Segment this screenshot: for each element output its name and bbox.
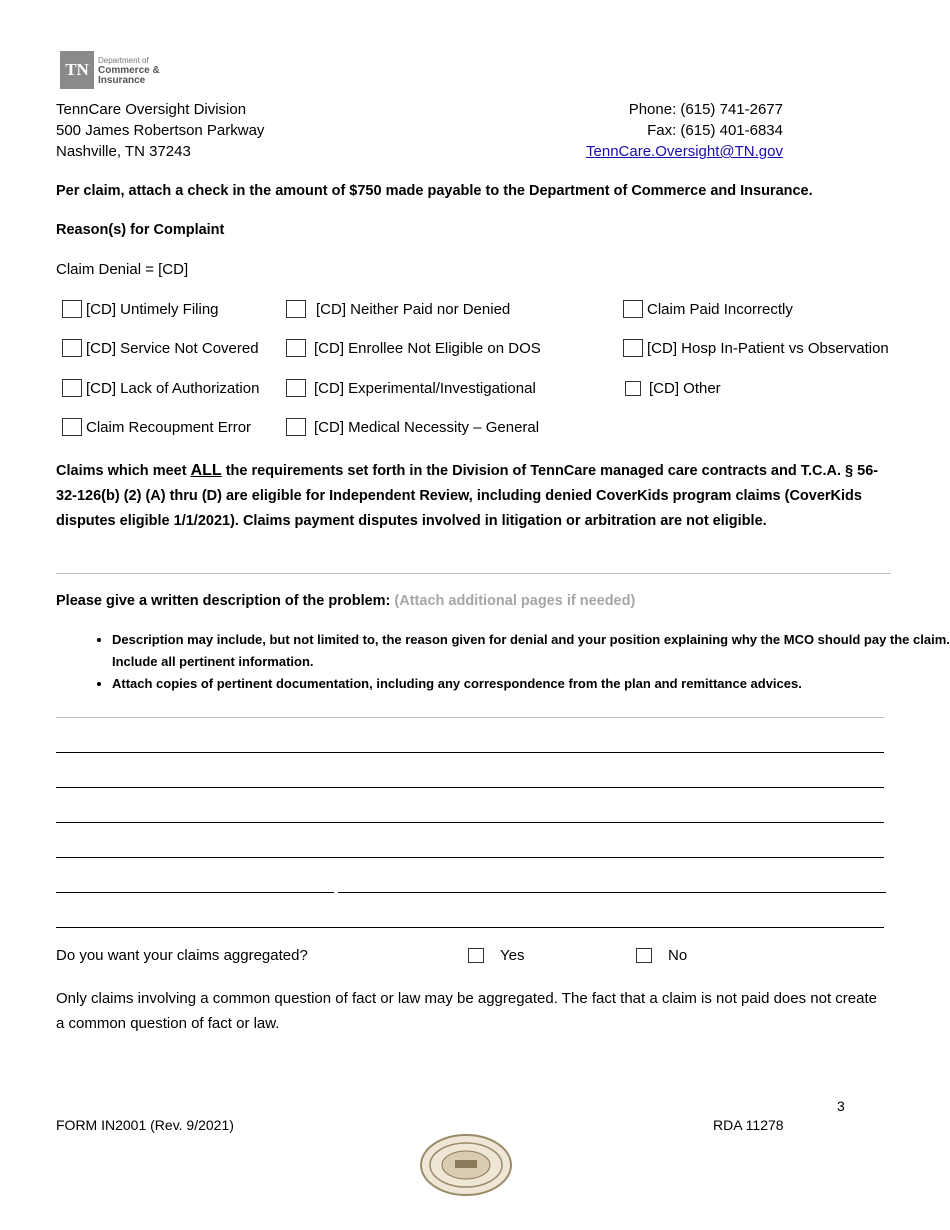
email-link[interactable]: TennCare.Oversight@TN.gov: [586, 143, 783, 160]
logo-line1: Department of: [98, 56, 149, 65]
experimental-checkbox[interactable]: [286, 379, 306, 397]
writing-line[interactable]: [56, 787, 884, 788]
address-line3: Nashville, TN 37243: [56, 143, 191, 160]
page-number: 3: [837, 1098, 845, 1114]
logo-line2: Commerce &: [98, 65, 160, 76]
option-neither-paid[interactable]: [CD] Neither Paid nor Denied: [286, 301, 510, 319]
aggregate-yes-checkbox[interactable]: [468, 948, 484, 963]
enrollee-not-eligible-checkbox[interactable]: [286, 339, 306, 357]
description-divider: [56, 717, 884, 718]
aggregate-no-checkbox[interactable]: [636, 948, 652, 963]
writing-line[interactable]: [56, 822, 884, 823]
aggregate-no-option[interactable]: No: [636, 947, 687, 964]
form-number: FORM IN2001 (Rev. 9/2021): [56, 1117, 234, 1133]
option-untimely-filing[interactable]: [CD] Untimely Filing: [62, 301, 219, 319]
lack-authorization-checkbox[interactable]: [62, 379, 82, 397]
description-hint: (Attach additional pages if needed): [394, 593, 636, 609]
writing-line[interactable]: [56, 927, 884, 928]
logo-line3: Insurance: [98, 75, 146, 86]
hosp-inpatient-checkbox[interactable]: [623, 339, 643, 357]
all-emphasis: ALL: [190, 462, 222, 479]
reasons-heading: Reason(s) for Complaint: [56, 222, 225, 238]
fax-text: Fax: (615) 401-6834: [647, 122, 783, 139]
untimely-filing-checkbox[interactable]: [62, 300, 82, 318]
bullet-item: • Description may include, but not limited to, the reason given for denial and your position explaining why the MCO should pay the claim. Include all pertinent information.: [112, 629, 950, 673]
other-checkbox[interactable]: [625, 381, 641, 396]
tn-logo-mark: TN: [60, 51, 94, 89]
claim-denial-key: Claim Denial = [CD]: [56, 261, 189, 278]
aggregate-yes-option[interactable]: Yes: [468, 947, 524, 964]
section-divider: [56, 573, 891, 574]
state-seal-icon: [419, 1133, 513, 1197]
writing-line[interactable]: [56, 857, 884, 858]
option-service-not-covered[interactable]: [CD] Service Not Covered: [62, 340, 259, 358]
medical-necessity-checkbox[interactable]: [286, 418, 306, 436]
address-line2: 500 James Robertson Parkway: [56, 122, 265, 139]
address-line1: TennCare Oversight Division: [56, 101, 247, 118]
description-bullets: [56, 629, 950, 695]
contact-block: [586, 99, 783, 162]
eligibility-paragraph: Claims which meet ALL the requirements set forth in the Division of TennCare managed care contracts and T.C.A. § 56-32-126(b) (2) (A) thru (D) are eligible for Independent Review, including denied CoverKids program claims (CoverKids disputes eligible 1/1/2021). Claims payment disputes involved in litigation or arbitration are not eligible.: [56, 462, 879, 529]
option-paid-incorrectly[interactable]: Claim Paid Incorrectly: [623, 301, 793, 319]
fee-notice: Per claim, attach a check in the amount of $750 made payable to the Department of Commerce and Insurance.: [56, 183, 813, 199]
recoupment-error-checkbox[interactable]: [62, 418, 82, 436]
service-not-covered-checkbox[interactable]: [62, 339, 82, 357]
option-experimental[interactable]: [CD] Experimental/Investigational: [286, 380, 536, 398]
option-medical-necessity[interactable]: [CD] Medical Necessity – General: [286, 419, 539, 437]
neither-paid-checkbox[interactable]: [286, 300, 306, 318]
phone-text: Phone: (615) 741-2677: [628, 101, 783, 118]
option-lack-authorization[interactable]: [CD] Lack of Authorization: [62, 380, 259, 398]
address-block: [56, 99, 264, 162]
bullet-item: • Attach copies of pertinent documentation, including any correspondence from the plan and remittance advices.: [112, 673, 950, 695]
description-label: Please give a written description of the problem: (Attach additional pages if needed): [56, 593, 636, 609]
option-hosp-inpatient[interactable]: [CD] Hosp In-Patient vs Observation: [623, 340, 889, 358]
writing-line[interactable]: [338, 892, 886, 893]
option-recoupment-error[interactable]: Claim Recoupment Error: [62, 419, 251, 437]
option-other[interactable]: [CD] Other: [625, 380, 721, 397]
writing-line[interactable]: [56, 892, 334, 893]
aggregate-question: Do you want your claims aggregated?: [56, 947, 308, 964]
rda-number: RDA 11278: [713, 1117, 784, 1133]
paid-incorrectly-checkbox[interactable]: [623, 300, 643, 318]
writing-line[interactable]: [56, 752, 884, 753]
aggregate-note: Only claims involving a common question of fact or law may be aggregated. The fact that a claim is not paid does not create a common question of fact or law.: [56, 990, 877, 1032]
option-enrollee-not-eligible[interactable]: [CD] Enrollee Not Eligible on DOS: [286, 340, 541, 358]
department-logo: [60, 51, 170, 91]
